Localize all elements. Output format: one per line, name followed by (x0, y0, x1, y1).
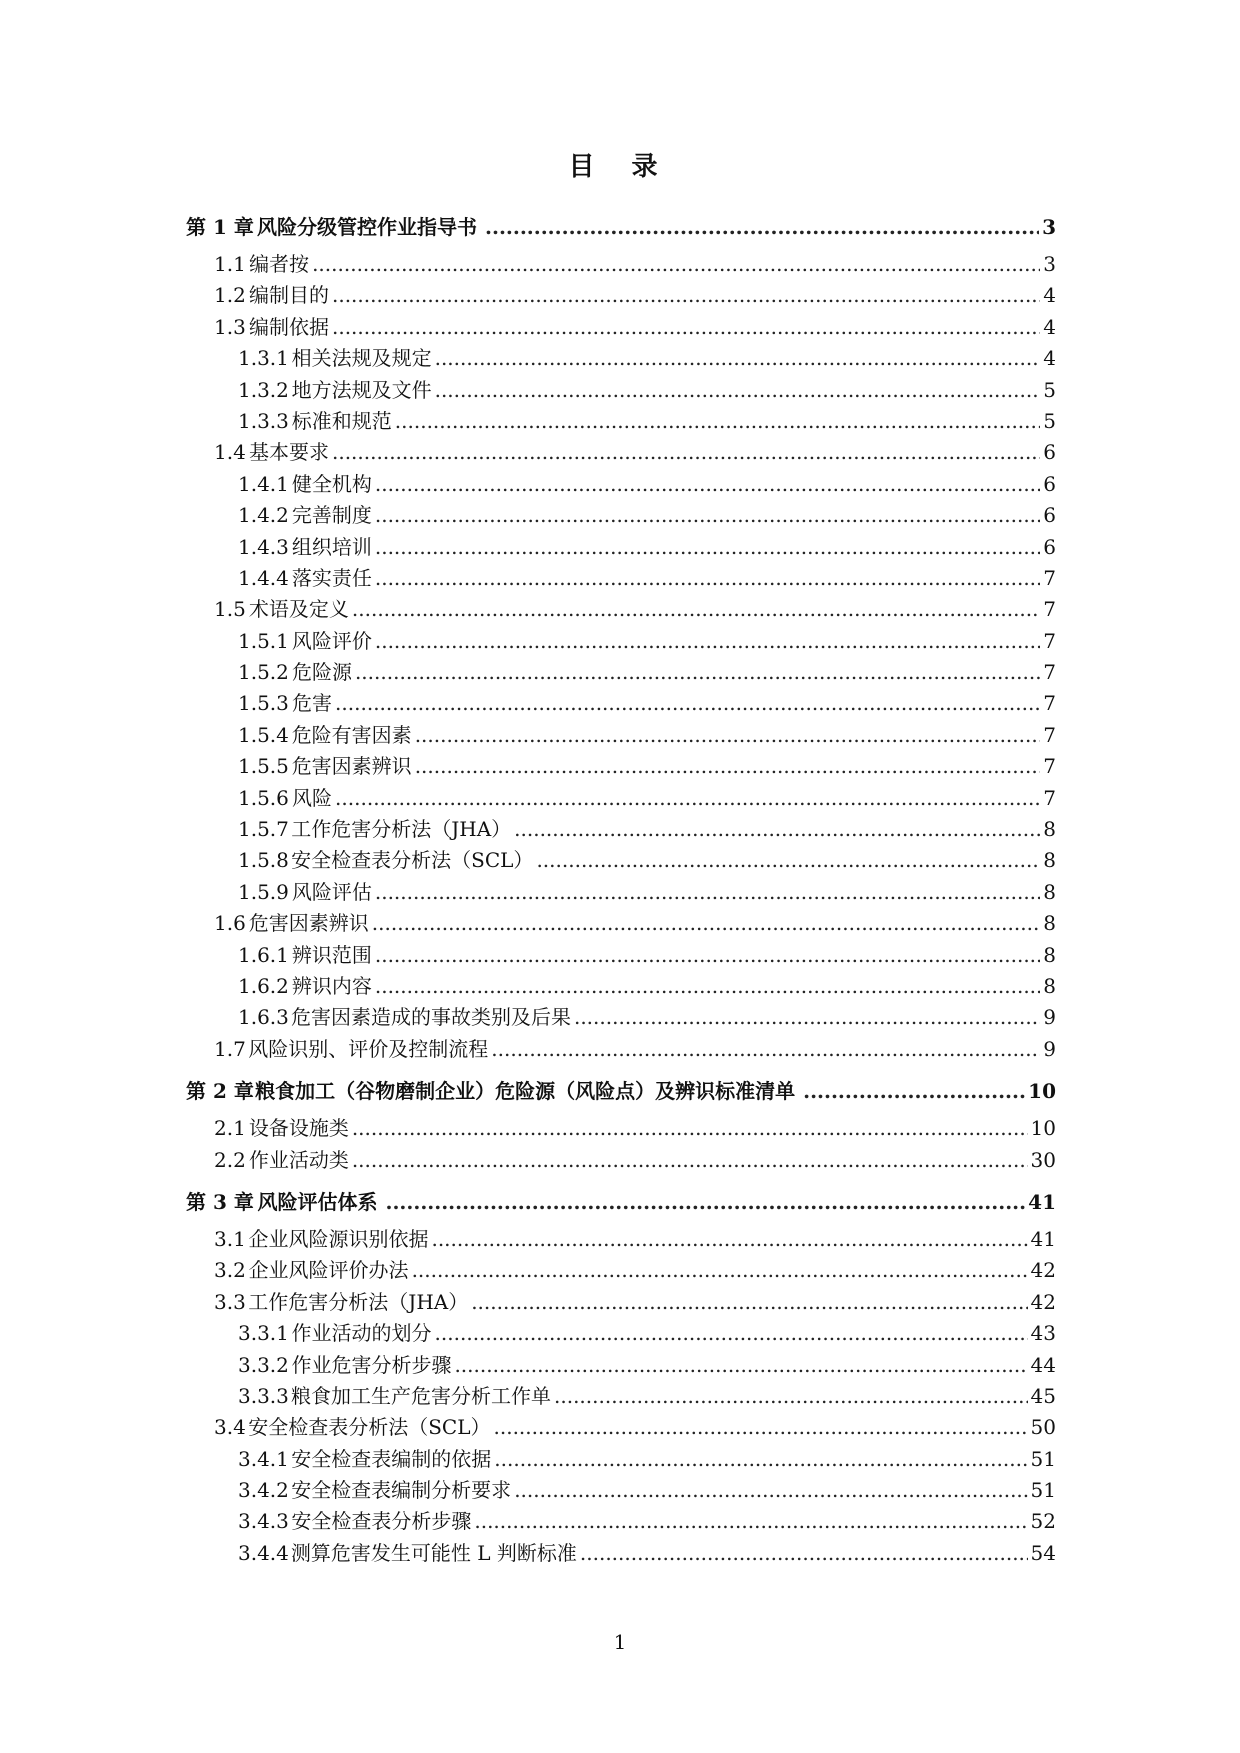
toc-entry-label: 标准和规范 (291, 408, 392, 433)
toc-entry[interactable] (186, 845, 1056, 876)
toc-entry-label: 术语及定义 (248, 597, 349, 622)
toc-entry-number: 1.3 (214, 314, 246, 339)
toc-entry-page-number: 41 (1030, 1226, 1056, 1251)
toc-leader-dots (494, 1412, 1028, 1443)
toc-entry-number: 2.1 (214, 1116, 246, 1141)
toc-leader-dots (554, 1381, 1028, 1412)
toc-entry-label: 粮食加工（谷物磨制企业）危险源（风险点）及辨识标准清单 (255, 1079, 796, 1104)
toc-entry-label: 危害因素辨识 (248, 911, 369, 936)
toc-entry[interactable] (186, 1444, 1056, 1475)
toc-entry-label: 健全机构 (291, 471, 372, 496)
toc-entry-label: 辨识内容 (291, 973, 372, 998)
toc-entry-number: 3.2 (214, 1258, 246, 1283)
toc-leader-dots (431, 1224, 1027, 1255)
toc-entry-label: 危害因素辨识 (291, 754, 412, 779)
toc-entry[interactable] (186, 1475, 1056, 1506)
toc-entry-label: 工作危害分析法（JHA） (248, 1289, 469, 1314)
toc-entry-label: 风险 (292, 785, 333, 810)
toc-entry-page-number: 45 (1030, 1383, 1056, 1408)
toc-entry-page-number: 8 (1043, 911, 1056, 936)
toc-entry-number: 1.4.4 (238, 565, 289, 590)
toc-entry[interactable] (186, 720, 1056, 751)
toc-leader-dots (485, 205, 1039, 249)
toc-entry[interactable] (186, 1318, 1056, 1349)
toc-entry[interactable] (186, 908, 1056, 939)
toc-entry[interactable] (186, 1506, 1056, 1537)
toc-entry-number: 1.4.1 (238, 471, 289, 496)
toc-entry-page-number: 30 (1030, 1147, 1056, 1172)
toc-leader-dots (335, 688, 1040, 719)
toc-leader-dots (435, 375, 1041, 406)
toc-entry-page-number: 6 (1043, 503, 1056, 528)
toc-entry[interactable] (186, 1538, 1056, 1569)
toc-entry-label: 辨识范围 (291, 942, 372, 967)
toc-leader-dots (375, 563, 1040, 594)
toc-entry[interactable] (186, 343, 1056, 374)
toc-entry-label: 风险识别、评价及控制流程 (248, 1036, 489, 1061)
toc-leader-dots (332, 312, 1040, 343)
toc-entry-number: 1.5.1 (238, 628, 289, 653)
toc-entry-number: 1.6.2 (238, 973, 289, 998)
toc-entry-number: 3.4 (214, 1415, 246, 1440)
toc-entry-page-number: 8 (1043, 848, 1056, 873)
toc-entry-label: 风险分级管控作业指导书 (257, 215, 478, 239)
toc-entry-label: 作业危害分析步骤 (291, 1352, 452, 1377)
toc-entry-number: 1.4.2 (238, 503, 289, 528)
toc-leader-dots (386, 1180, 1026, 1224)
toc-entry-page-number: 7 (1043, 628, 1056, 653)
toc-entry-number: 3.4.4 (238, 1540, 289, 1565)
toc-entry-page-number: 4 (1043, 314, 1056, 339)
toc-entry-number: 1.6.3 (238, 1005, 289, 1030)
toc-entry-page-number: 6 (1043, 534, 1056, 559)
toc-entry-number: 3.3 (214, 1289, 246, 1314)
toc-entry-number: 1.7 (214, 1036, 246, 1061)
toc-leader-dots (514, 814, 1040, 845)
toc-leader-dots (332, 437, 1040, 468)
toc-entry-label: 企业风险评价办法 (248, 1258, 409, 1283)
toc-entry-number: 1.5.5 (238, 754, 289, 779)
toc-entry-label: 完善制度 (291, 503, 372, 528)
toc-leader-dots (415, 720, 1041, 751)
toc-entry[interactable] (186, 814, 1056, 845)
toc-entry-page-number: 10 (1028, 1079, 1056, 1104)
toc-entry-page-number: 3 (1043, 252, 1056, 276)
toc-entry-page-number: 6 (1043, 471, 1056, 496)
toc-entry[interactable] (186, 500, 1056, 531)
toc-entry-page-number: 42 (1030, 1258, 1056, 1283)
toc-entry-number: 第 1 章 (186, 215, 254, 239)
toc-entry-page-number: 6 (1043, 440, 1056, 465)
toc-entry-label: 安全检查表分析步骤 (291, 1509, 472, 1534)
toc-entry-label: 危害因素造成的事故类别及后果 (290, 1005, 571, 1030)
toc-leader-dots (803, 1069, 1025, 1113)
toc-entry[interactable] (186, 532, 1056, 563)
toc-entry-label: 基本要求 (248, 440, 329, 465)
toc-entry-page-number: 3 (1042, 215, 1056, 239)
toc-entry-number: 1.5 (214, 597, 246, 622)
toc-chapter-entry[interactable] (186, 1180, 1056, 1224)
toc-entry-label: 安全检查表编制分析要求 (291, 1478, 512, 1503)
toc-leader-dots (435, 343, 1041, 374)
toc-leader-dots (415, 751, 1041, 782)
toc-entry-label: 危险源 (291, 660, 352, 685)
toc-entry-number: 3.3.2 (238, 1352, 289, 1377)
toc-entry-page-number: 4 (1043, 346, 1056, 371)
toc-entry-label: 安全检查表分析法（SCL） (248, 1415, 491, 1440)
toc-title: 目 录 (568, 152, 672, 182)
toc-entry-label: 危险有害因素 (291, 722, 412, 747)
toc-entry[interactable] (186, 626, 1056, 657)
toc-entry-number: 1.5.3 (238, 691, 289, 716)
toc-entry[interactable] (186, 940, 1056, 971)
toc-entry[interactable] (186, 375, 1056, 406)
toc-entry[interactable] (186, 971, 1056, 1002)
toc-entry[interactable] (186, 406, 1056, 437)
toc-entry-page-number: 4 (1043, 283, 1056, 308)
toc-entry[interactable] (186, 1287, 1056, 1318)
toc-entry-label: 作业活动类 (248, 1147, 349, 1172)
toc-entry-number: 1.3.1 (238, 346, 289, 371)
toc-entry[interactable] (186, 877, 1056, 908)
toc-entry-number: 1.5.8 (238, 848, 289, 873)
toc-entry[interactable] (186, 657, 1056, 688)
toc-entry-number: 1.4 (214, 440, 246, 465)
toc-entry-label: 企业风险源识别依据 (248, 1226, 429, 1251)
toc-entry-page-number: 10 (1030, 1116, 1056, 1141)
toc-entry[interactable] (186, 1255, 1056, 1286)
toc-entry-number: 3.3.1 (238, 1321, 289, 1346)
toc-entry-number: 2.2 (214, 1147, 246, 1172)
toc-leader-dots (335, 783, 1040, 814)
toc-entry-page-number: 7 (1043, 691, 1056, 716)
toc-chapter-entry[interactable] (186, 1069, 1056, 1113)
toc-entry-page-number: 42 (1030, 1289, 1056, 1314)
toc-leader-dots (372, 908, 1040, 939)
toc-entry-page-number: 52 (1030, 1509, 1056, 1534)
toc-entry[interactable] (186, 312, 1056, 343)
toc-entry-number: 1.2 (214, 283, 246, 308)
toc-entry-page-number: 5 (1043, 408, 1056, 433)
toc-entry-label: 编制依据 (248, 314, 329, 339)
toc-entry-page-number: 8 (1043, 879, 1056, 904)
toc-entry-number: 第 2 章 (186, 1079, 254, 1104)
toc-entry[interactable] (186, 1113, 1056, 1144)
toc-entry-label: 测算危害发生可能性 L 判断标准 (290, 1540, 577, 1565)
toc-leader-dots (395, 406, 1040, 437)
toc-leader-dots (536, 845, 1040, 876)
toc-entry-page-number: 9 (1043, 1005, 1056, 1030)
toc-entry[interactable] (186, 1034, 1056, 1065)
toc-leader-dots (491, 1034, 1040, 1065)
toc-entry-number: 1.5.2 (238, 660, 289, 685)
toc-entry-page-number: 8 (1043, 973, 1056, 998)
toc-entry-label: 设备设施类 (248, 1116, 349, 1141)
toc-entry-number: 1.5.4 (238, 722, 289, 747)
toc-entry-label: 相关法规及规定 (291, 346, 432, 371)
toc-entry[interactable] (186, 1350, 1056, 1381)
toc-entry[interactable] (186, 469, 1056, 500)
toc-entry[interactable] (186, 751, 1056, 782)
toc-leader-dots (332, 280, 1040, 311)
toc-entry-page-number: 8 (1043, 942, 1056, 967)
toc-entry-page-number: 7 (1043, 754, 1056, 779)
toc-leader-dots (355, 657, 1040, 688)
toc-entry[interactable] (186, 437, 1056, 468)
table-of-contents (186, 213, 1056, 1569)
toc-entry-page-number: 7 (1043, 565, 1056, 590)
toc-entry-page-number: 7 (1043, 785, 1056, 810)
toc-entry[interactable] (186, 563, 1056, 594)
toc-entry-label: 风险评价 (291, 628, 372, 653)
toc-leader-dots (375, 626, 1040, 657)
footer-page-number: 1 (613, 1630, 627, 1654)
toc-entry[interactable] (186, 1381, 1056, 1412)
toc-leader-dots (375, 877, 1040, 908)
toc-entry-number: 3.4.1 (238, 1446, 289, 1471)
toc-leader-dots (454, 1350, 1027, 1381)
toc-leader-dots (352, 594, 1040, 625)
toc-entry[interactable] (186, 280, 1056, 311)
toc-entry[interactable] (186, 1002, 1056, 1033)
toc-leader-dots (375, 940, 1040, 971)
toc-entry-label: 地方法规及文件 (291, 377, 432, 402)
toc-leader-dots (375, 532, 1040, 563)
toc-entry-number: 1.3.3 (238, 408, 289, 433)
toc-leader-dots (352, 1113, 1028, 1144)
toc-entry-label: 风险评估体系 (257, 1189, 378, 1214)
toc-leader-dots (375, 971, 1040, 1002)
toc-entry-page-number: 50 (1030, 1415, 1056, 1440)
toc-entry[interactable] (186, 783, 1056, 814)
toc-entry-page-number: 44 (1030, 1352, 1056, 1377)
toc-entry[interactable] (186, 1224, 1056, 1255)
toc-entry-label: 风险评估 (291, 879, 372, 904)
toc-entry-number: 1.6.1 (238, 942, 289, 967)
toc-leader-dots (435, 1318, 1028, 1349)
toc-entry-page-number: 7 (1043, 722, 1056, 747)
toc-leader-dots (375, 469, 1040, 500)
toc-entry-page-number: 43 (1030, 1321, 1056, 1346)
toc-entry-page-number: 51 (1030, 1478, 1056, 1503)
toc-entry-number: 1.3.2 (238, 377, 289, 402)
toc-leader-dots (574, 1002, 1040, 1033)
toc-leader-dots (494, 1444, 1027, 1475)
toc-leader-dots (375, 500, 1040, 531)
toc-entry-number: 3.1 (214, 1226, 246, 1251)
toc-entry-label: 编制目的 (248, 283, 329, 308)
toc-entry-number: 1.5.6 (238, 785, 289, 810)
toc-entry-number: 1.1 (214, 252, 246, 276)
toc-entry[interactable] (186, 688, 1056, 719)
toc-entry-number: 1.5.9 (238, 879, 289, 904)
toc-entry-number: 第 3 章 (186, 1189, 254, 1214)
toc-entry-number: 1.6 (214, 911, 246, 936)
toc-entry-number: 3.3.3 (238, 1383, 289, 1408)
toc-entry-page-number: 54 (1030, 1540, 1056, 1565)
toc-entry-label: 落实责任 (291, 565, 372, 590)
toc-leader-dots (412, 1255, 1028, 1286)
toc-entry-label: 编者按 (249, 252, 310, 276)
toc-leader-dots (580, 1538, 1028, 1569)
toc-entry-page-number: 7 (1043, 597, 1056, 622)
toc-entry-label: 工作危害分析法（JHA） (291, 817, 512, 842)
toc-leader-dots (474, 1506, 1027, 1537)
toc-entry-number: 1.5.7 (238, 817, 289, 842)
toc-entry[interactable] (186, 1412, 1056, 1443)
toc-leader-dots (471, 1287, 1027, 1318)
toc-entry-label: 安全检查表分析法（SCL） (291, 848, 534, 873)
toc-entry-page-number: 51 (1030, 1446, 1056, 1471)
toc-leader-dots (514, 1475, 1027, 1506)
toc-entry-label: 粮食加工生产危害分析工作单 (291, 1383, 551, 1408)
toc-entry-label: 危害 (292, 691, 333, 716)
toc-entry-label: 安全检查表编制的依据 (291, 1446, 492, 1471)
toc-entry-page-number: 9 (1043, 1036, 1056, 1061)
toc-entry[interactable] (186, 594, 1056, 625)
toc-entry-number: 1.4.3 (238, 534, 289, 559)
toc-entry-page-number: 5 (1043, 377, 1056, 402)
toc-entry[interactable] (186, 249, 1056, 280)
toc-entry-label: 作业活动的划分 (291, 1321, 432, 1346)
toc-entry-page-number: 7 (1043, 660, 1056, 685)
toc-entry-number: 3.4.2 (238, 1478, 289, 1503)
toc-leader-dots (352, 1145, 1028, 1176)
toc-chapter-entry[interactable] (186, 205, 1056, 249)
toc-leader-dots (312, 249, 1040, 280)
toc-entry-label: 组织培训 (291, 534, 372, 559)
toc-entry-number: 3.4.3 (238, 1509, 289, 1534)
toc-entry[interactable] (186, 1145, 1056, 1176)
toc-entry-page-number: 8 (1043, 817, 1056, 842)
toc-entry-page-number: 41 (1028, 1189, 1056, 1214)
